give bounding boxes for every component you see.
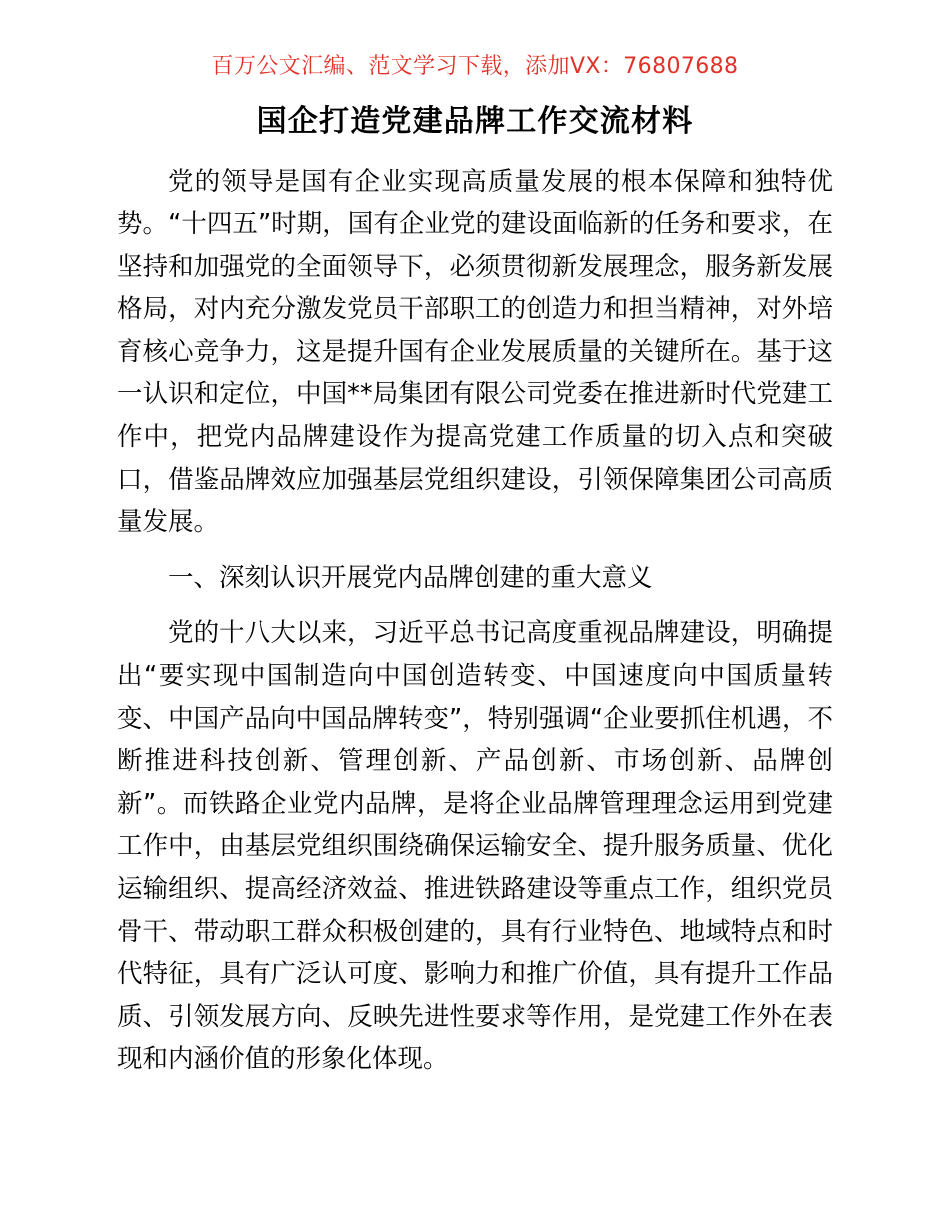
section-heading-one: 一、深刻认识开展党内品牌创建的重大意义 (168, 562, 653, 593)
promo-banner (0, 0, 950, 78)
promo-banner-text: 百万公文汇编、范文学习下载，添加VX：76807688 (211, 54, 739, 79)
section-one-paragraph: 党的十八大以来，习近平总书记高度重视品牌建设，明确提出“要实现中国制造向中国创造转变、中国速度向中国质量转变、中国产品向中国品牌转变”，特别强调“企业要抓住机遇，不断推进科技创新、管理创新、产品创新、市场创新、品牌创新”。而铁路企业党内品牌，是将企业品牌管理理念运用到党建工作中，由基层党组织围绕确保运输安全、提升服务质量、优化运输组织、提高经济效益、推进铁路建设等重点工作，组织党员骨干、带动职工群众积极创建的，具有行业特色、地域特点和时代特征，具有广泛认可度、影响力和推广价值，具有提升工作品质、引领发展方向、反映先进性要求等作用，是党建工作外在表现和内涵价值的形象化体现。 (117, 618, 833, 1075)
document-body (117, 141, 833, 1081)
intro-paragraph: 党的领导是国有企业实现高质量发展的根本保障和独特优势。“十四五”时期，国有企业党的建设面临新的任务和要求，在坚持和加强党的全面领导下，必须贯彻新发展理念，服务新发展格局，对内充分激发党员干部职工的创造力和担当精神，对外培育核心竞争力，这是提升国有企业发展质量的关键所在。基于这一认识和定位，中国**局集团有限公司党委在推进新时代党建工作中，把党内品牌建设作为提高党建工作质量的切入点和突破口，借鉴品牌效应加强基层党组织建设，引领保障集团公司高质量发展。 (117, 166, 833, 538)
page-title: 国企打造党建品牌工作交流材料 (256, 104, 694, 139)
